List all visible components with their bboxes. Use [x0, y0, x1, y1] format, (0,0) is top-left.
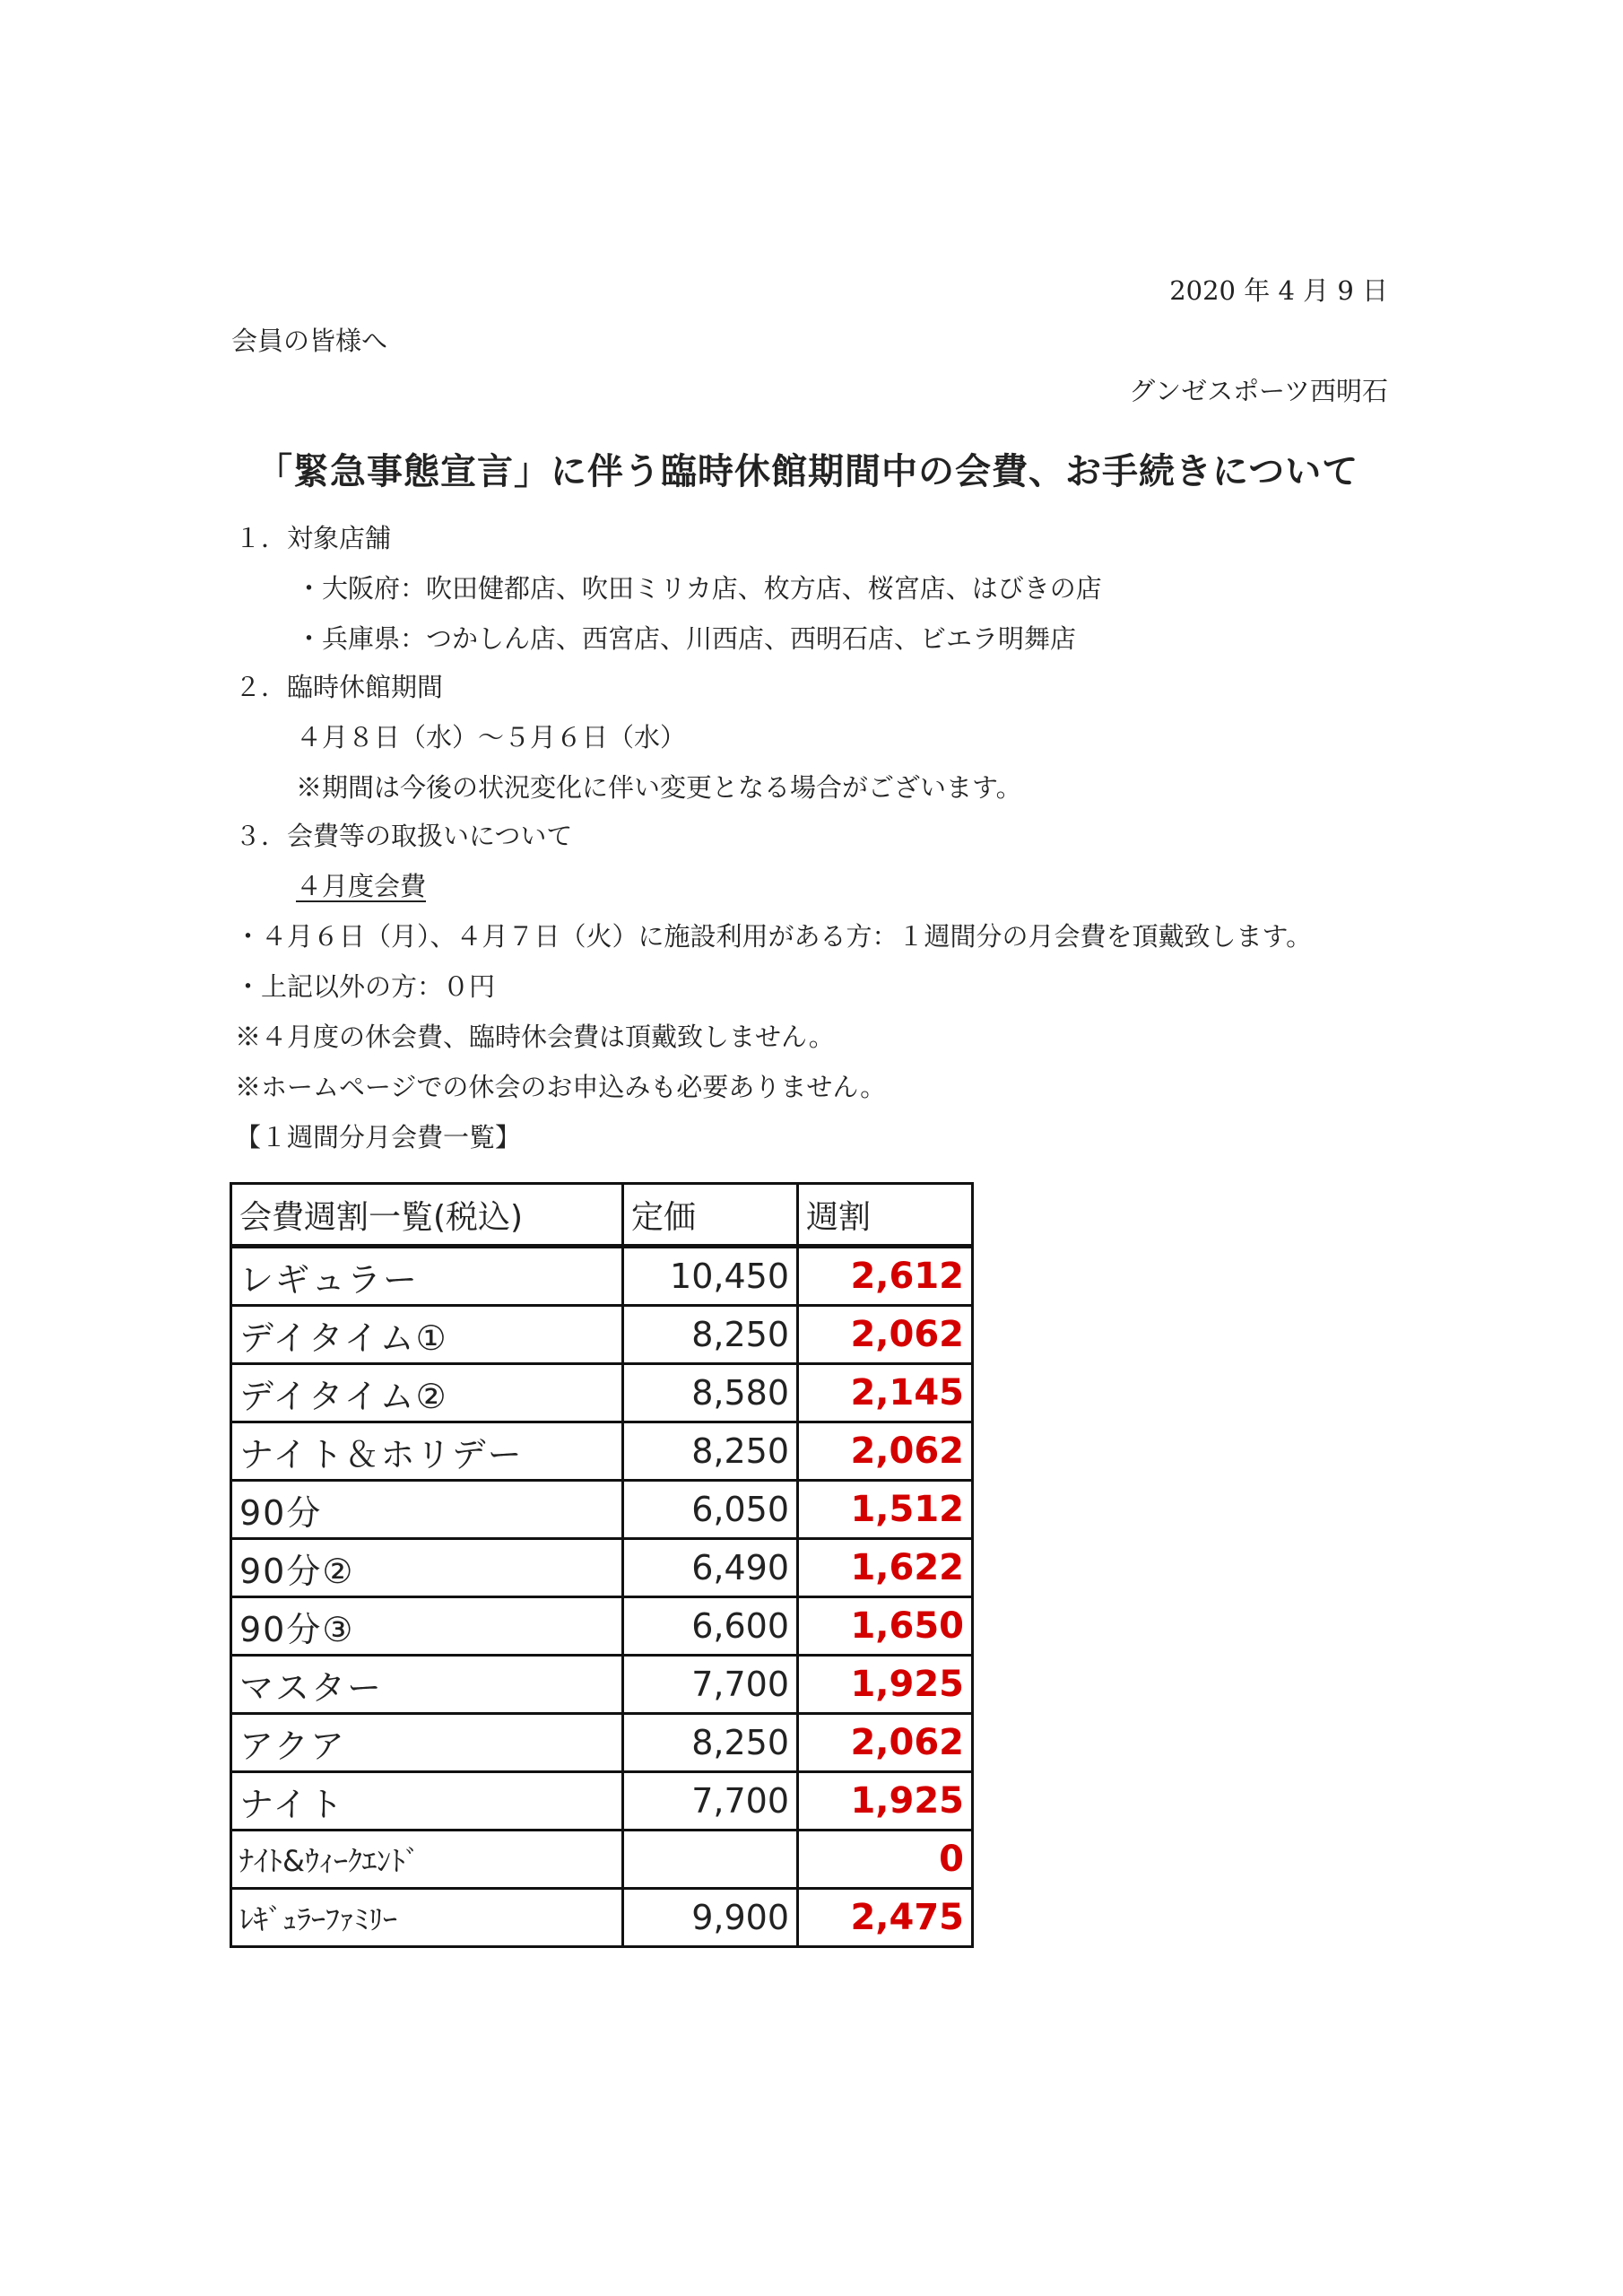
plan-name: 90分 — [231, 1481, 623, 1539]
plan-price: 6,050 — [623, 1481, 798, 1539]
plan-price: 9,900 — [623, 1889, 798, 1947]
table-row — [231, 1597, 973, 1656]
fee-note-2: ※ホームページでの休会のお申込みも必要ありません。 — [235, 1072, 887, 1102]
section-2-heading: ２．臨時休館期間 — [235, 672, 444, 702]
document-date: 2020 年 4 月 9 日 — [1169, 275, 1388, 306]
table-row — [231, 1364, 973, 1422]
section-3-heading: ３．会費等の取扱いについて — [235, 821, 573, 851]
plan-weekly: 1,512 — [798, 1481, 973, 1539]
document-title: 「緊急事態宣言」に伴う臨時休館期間中の会費、お手続きについて — [256, 451, 1359, 492]
header-weekly: 週割 — [798, 1184, 973, 1247]
plan-price: 8,250 — [623, 1306, 798, 1364]
plan-name: 90分③ — [231, 1597, 623, 1656]
fee-table-caption: 【１週間分月会費一覧】 — [235, 1122, 522, 1152]
section-1-heading: １．対象店舗 — [235, 523, 392, 553]
plan-name: レギュラー — [231, 1247, 623, 1306]
table-row — [231, 1539, 973, 1597]
table-row — [231, 1481, 973, 1539]
table-row — [231, 1306, 973, 1364]
table-row — [231, 1772, 973, 1831]
sender-name: グンゼスポーツ西明石 — [1129, 376, 1388, 406]
table-row — [231, 1831, 973, 1889]
plan-name: ﾅｲﾄ&ｳｨｰｸｴﾝﾄﾞ — [231, 1831, 623, 1889]
weekly-fee-table — [230, 1182, 974, 1948]
plan-name: デイタイム② — [231, 1364, 623, 1422]
plan-weekly: 0 — [798, 1831, 973, 1889]
stores-osaka: ・大阪府：吹田健都店、吹田ミリカ店、枚方店、桜宮店、はびきの店 — [296, 573, 1102, 604]
plan-price: 8,250 — [623, 1422, 798, 1481]
plan-price: 7,700 — [623, 1656, 798, 1714]
plan-weekly: 1,925 — [798, 1772, 973, 1831]
fee-rule-2: ・上記以外の方：０円 — [235, 971, 496, 1002]
plan-price: 6,600 — [623, 1597, 798, 1656]
plan-name: 90分② — [231, 1539, 623, 1597]
plan-weekly: 1,925 — [798, 1656, 973, 1714]
plan-weekly: 2,475 — [798, 1889, 973, 1947]
table-row — [231, 1714, 973, 1772]
plan-weekly: 2,062 — [798, 1422, 973, 1481]
table-header-row — [231, 1184, 973, 1247]
plan-weekly: 1,622 — [798, 1539, 973, 1597]
plan-weekly: 2,062 — [798, 1714, 973, 1772]
plan-price: 8,580 — [623, 1364, 798, 1422]
plan-name: ナイト＆ホリデー — [231, 1422, 623, 1481]
closure-note: ※期間は今後の状況変化に伴い変更となる場合がございます。 — [296, 772, 1022, 803]
plan-name: デイタイム① — [231, 1306, 623, 1364]
plan-name: マスター — [231, 1656, 623, 1714]
plan-price: 10,450 — [623, 1247, 798, 1306]
plan-weekly: 2,062 — [798, 1306, 973, 1364]
plan-weekly: 1,650 — [798, 1597, 973, 1656]
table-row — [231, 1422, 973, 1481]
header-price: 定価 — [623, 1184, 798, 1247]
header-plan: 会費週割一覧(税込) — [231, 1184, 623, 1247]
april-fee-subheading: ４月度会費 — [296, 871, 427, 901]
plan-price — [623, 1831, 798, 1889]
table-row — [231, 1247, 973, 1306]
stores-hyogo: ・兵庫県：つかしん店、西宮店、川西店、西明石店、ビエラ明舞店 — [296, 623, 1077, 654]
fee-rule-1: ・４月６日（月）、４月７日（火）に施設利用がある方：１週間分の月会費を頂戴致します。 — [235, 921, 1313, 952]
plan-price: 6,490 — [623, 1539, 798, 1597]
plan-name: ナイト — [231, 1772, 623, 1831]
table-row — [231, 1656, 973, 1714]
table-row — [231, 1889, 973, 1947]
fee-note-1: ※４月度の休会費、臨時休会費は頂戴致しません。 — [235, 1022, 835, 1052]
plan-weekly: 2,612 — [798, 1247, 973, 1306]
plan-price: 7,700 — [623, 1772, 798, 1831]
plan-weekly: 2,145 — [798, 1364, 973, 1422]
addressee: 会員の皆様へ — [231, 326, 388, 356]
plan-name: アクア — [231, 1714, 623, 1772]
plan-price: 8,250 — [623, 1714, 798, 1772]
plan-name: ﾚｷﾞｭﾗｰﾌｧﾐﾘｰ — [231, 1889, 623, 1947]
closure-period: ４月８日（水）～５月６日（水） — [296, 722, 687, 752]
